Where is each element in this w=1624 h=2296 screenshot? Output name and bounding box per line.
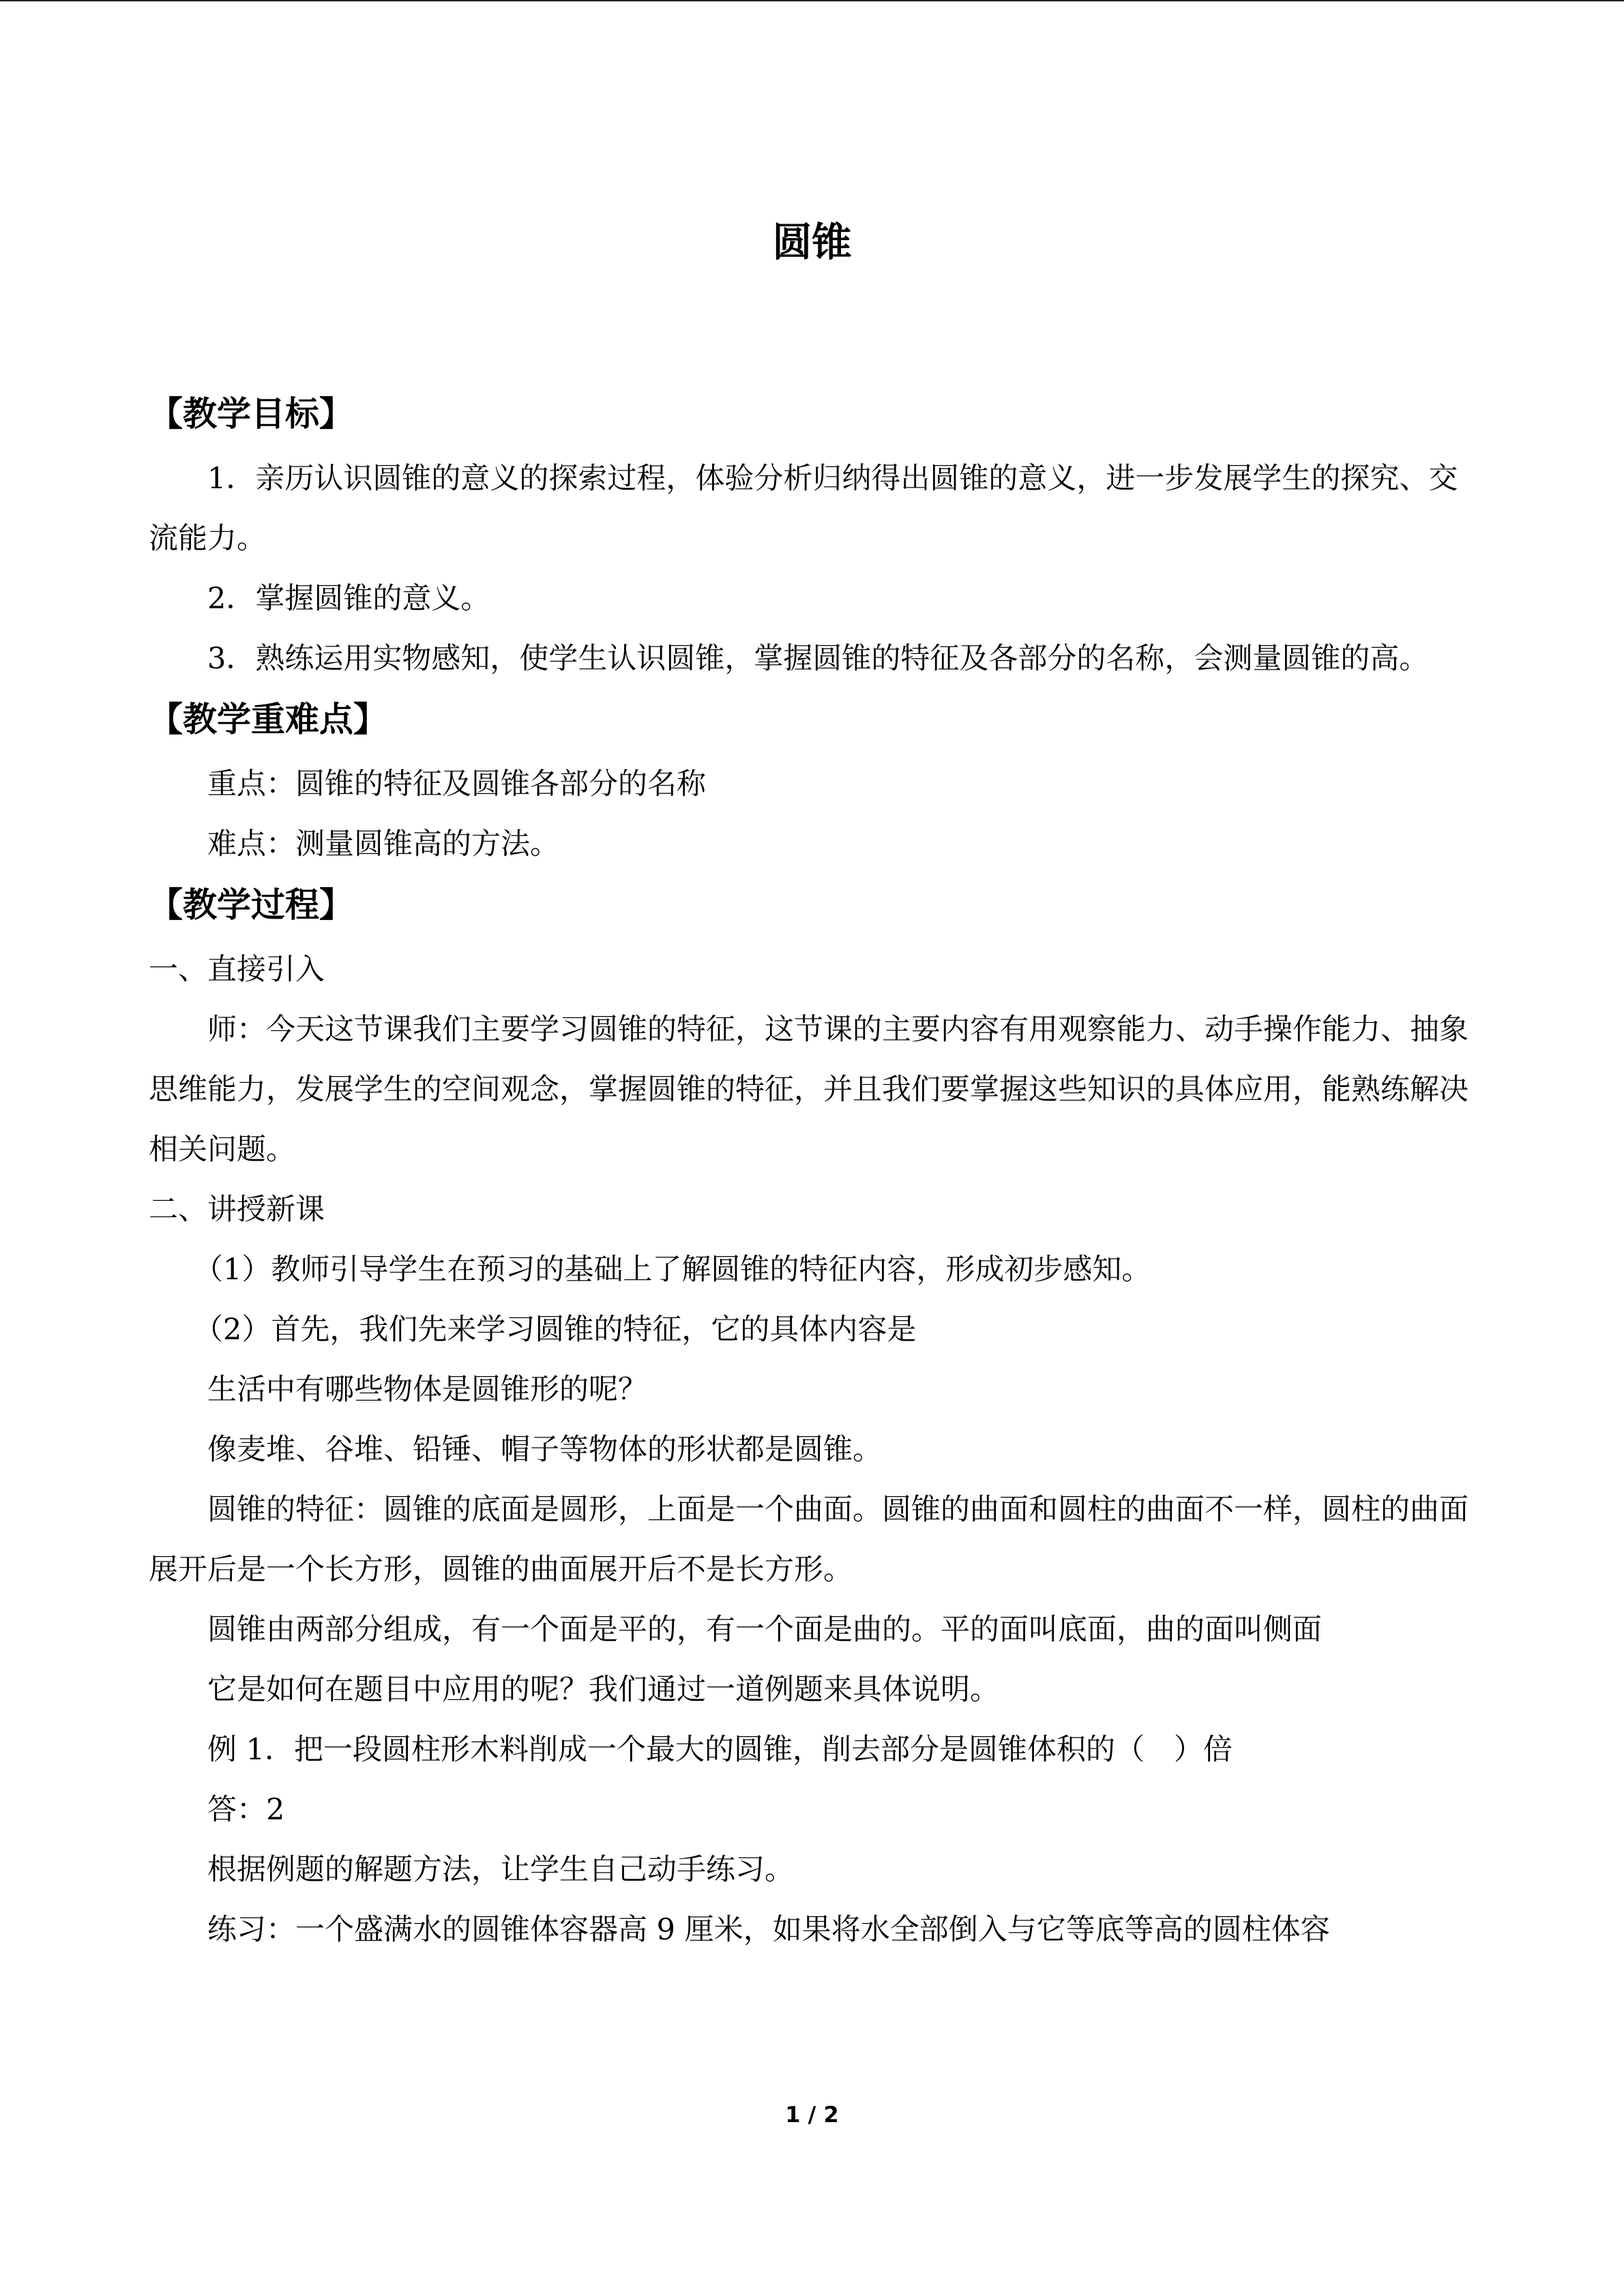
lesson-line: 生活中有哪些物体是圆锥形的呢？ [207,1373,647,1407]
key-point-item: 重点：圆锥的特征及圆锥各部分的名称 [207,767,706,801]
section-heading-objectives: 【教学目标】 [149,394,353,434]
section-heading-process: 【教学过程】 [149,885,353,925]
objective-item: 1．亲历认识圆锥的意义的探索过程，体验分析归纳得出圆锥的意义，进一步发展学生的探究、交流能力。 [149,462,1458,556]
lesson-line: 像麦堆、谷堆、铅锤、帽子等物体的形状都是圆锥。 [207,1433,882,1467]
lesson-line: 练习：一个盛满水的圆锥体容器高 9 厘米，如果将水全部倒入与它等底等高的圆柱体容 [207,1913,1330,1947]
lesson-line: 根据例题的解题方法，让学生自己动手练习。 [207,1853,794,1887]
lesson-line: 圆锥的特征：圆锥的底面是圆形，上面是一个曲面。圆锥的曲面和圆柱的曲面不一样，圆柱的曲面展开后是一个长方形，圆锥的曲面展开后不是长方形。 [149,1493,1468,1587]
lesson-line: 例 1．把一段圆柱形木料削成一个最大的圆锥，削去部分是圆锥体积的（ ）倍 [207,1733,1233,1767]
document-body [149,383,1475,1960]
lesson-line: 答：2 [207,1793,285,1827]
page-title: 圆锥 [772,219,852,265]
part-paragraph: 师：今天这节课我们主要学习圆锥的特征，这节课的主要内容有用观察能力、动手操作能力、抽象思维能力，发展学生的空间观念，掌握圆锥的特征，并且我们要掌握这些知识的具体应用，能熟练解决相关问题。 [149,1013,1468,1167]
lesson-line: 圆锥由两部分组成，有一个面是平的，有一个面是曲的。平的面叫底面，曲的面叫侧面 [207,1613,1322,1647]
step-paragraph: （2）首先，我们先来学习圆锥的特征，它的具体内容是 [194,1313,917,1347]
key-point-item: 难点：测量圆锥高的方法。 [207,827,559,861]
objective-item: 2．掌握圆锥的意义。 [207,582,490,616]
page-number: 1 / 2 [785,2102,839,2128]
step-paragraph: （1）教师引导学生在预习的基础上了解圆锥的特征内容，形成初步感知。 [194,1253,1151,1287]
part-title: 一、直接引入 [149,953,325,987]
lesson-line: 它是如何在题目中应用的呢？我们通过一道例题来具体说明。 [207,1673,999,1707]
objective-item: 3．熟练运用实物感知，使学生认识圆锥，掌握圆锥的特征及各部分的名称，会测量圆锥的高。 [207,642,1429,676]
part-title: 二、讲授新课 [149,1193,325,1227]
section-heading-key-points: 【教学重难点】 [149,700,387,739]
